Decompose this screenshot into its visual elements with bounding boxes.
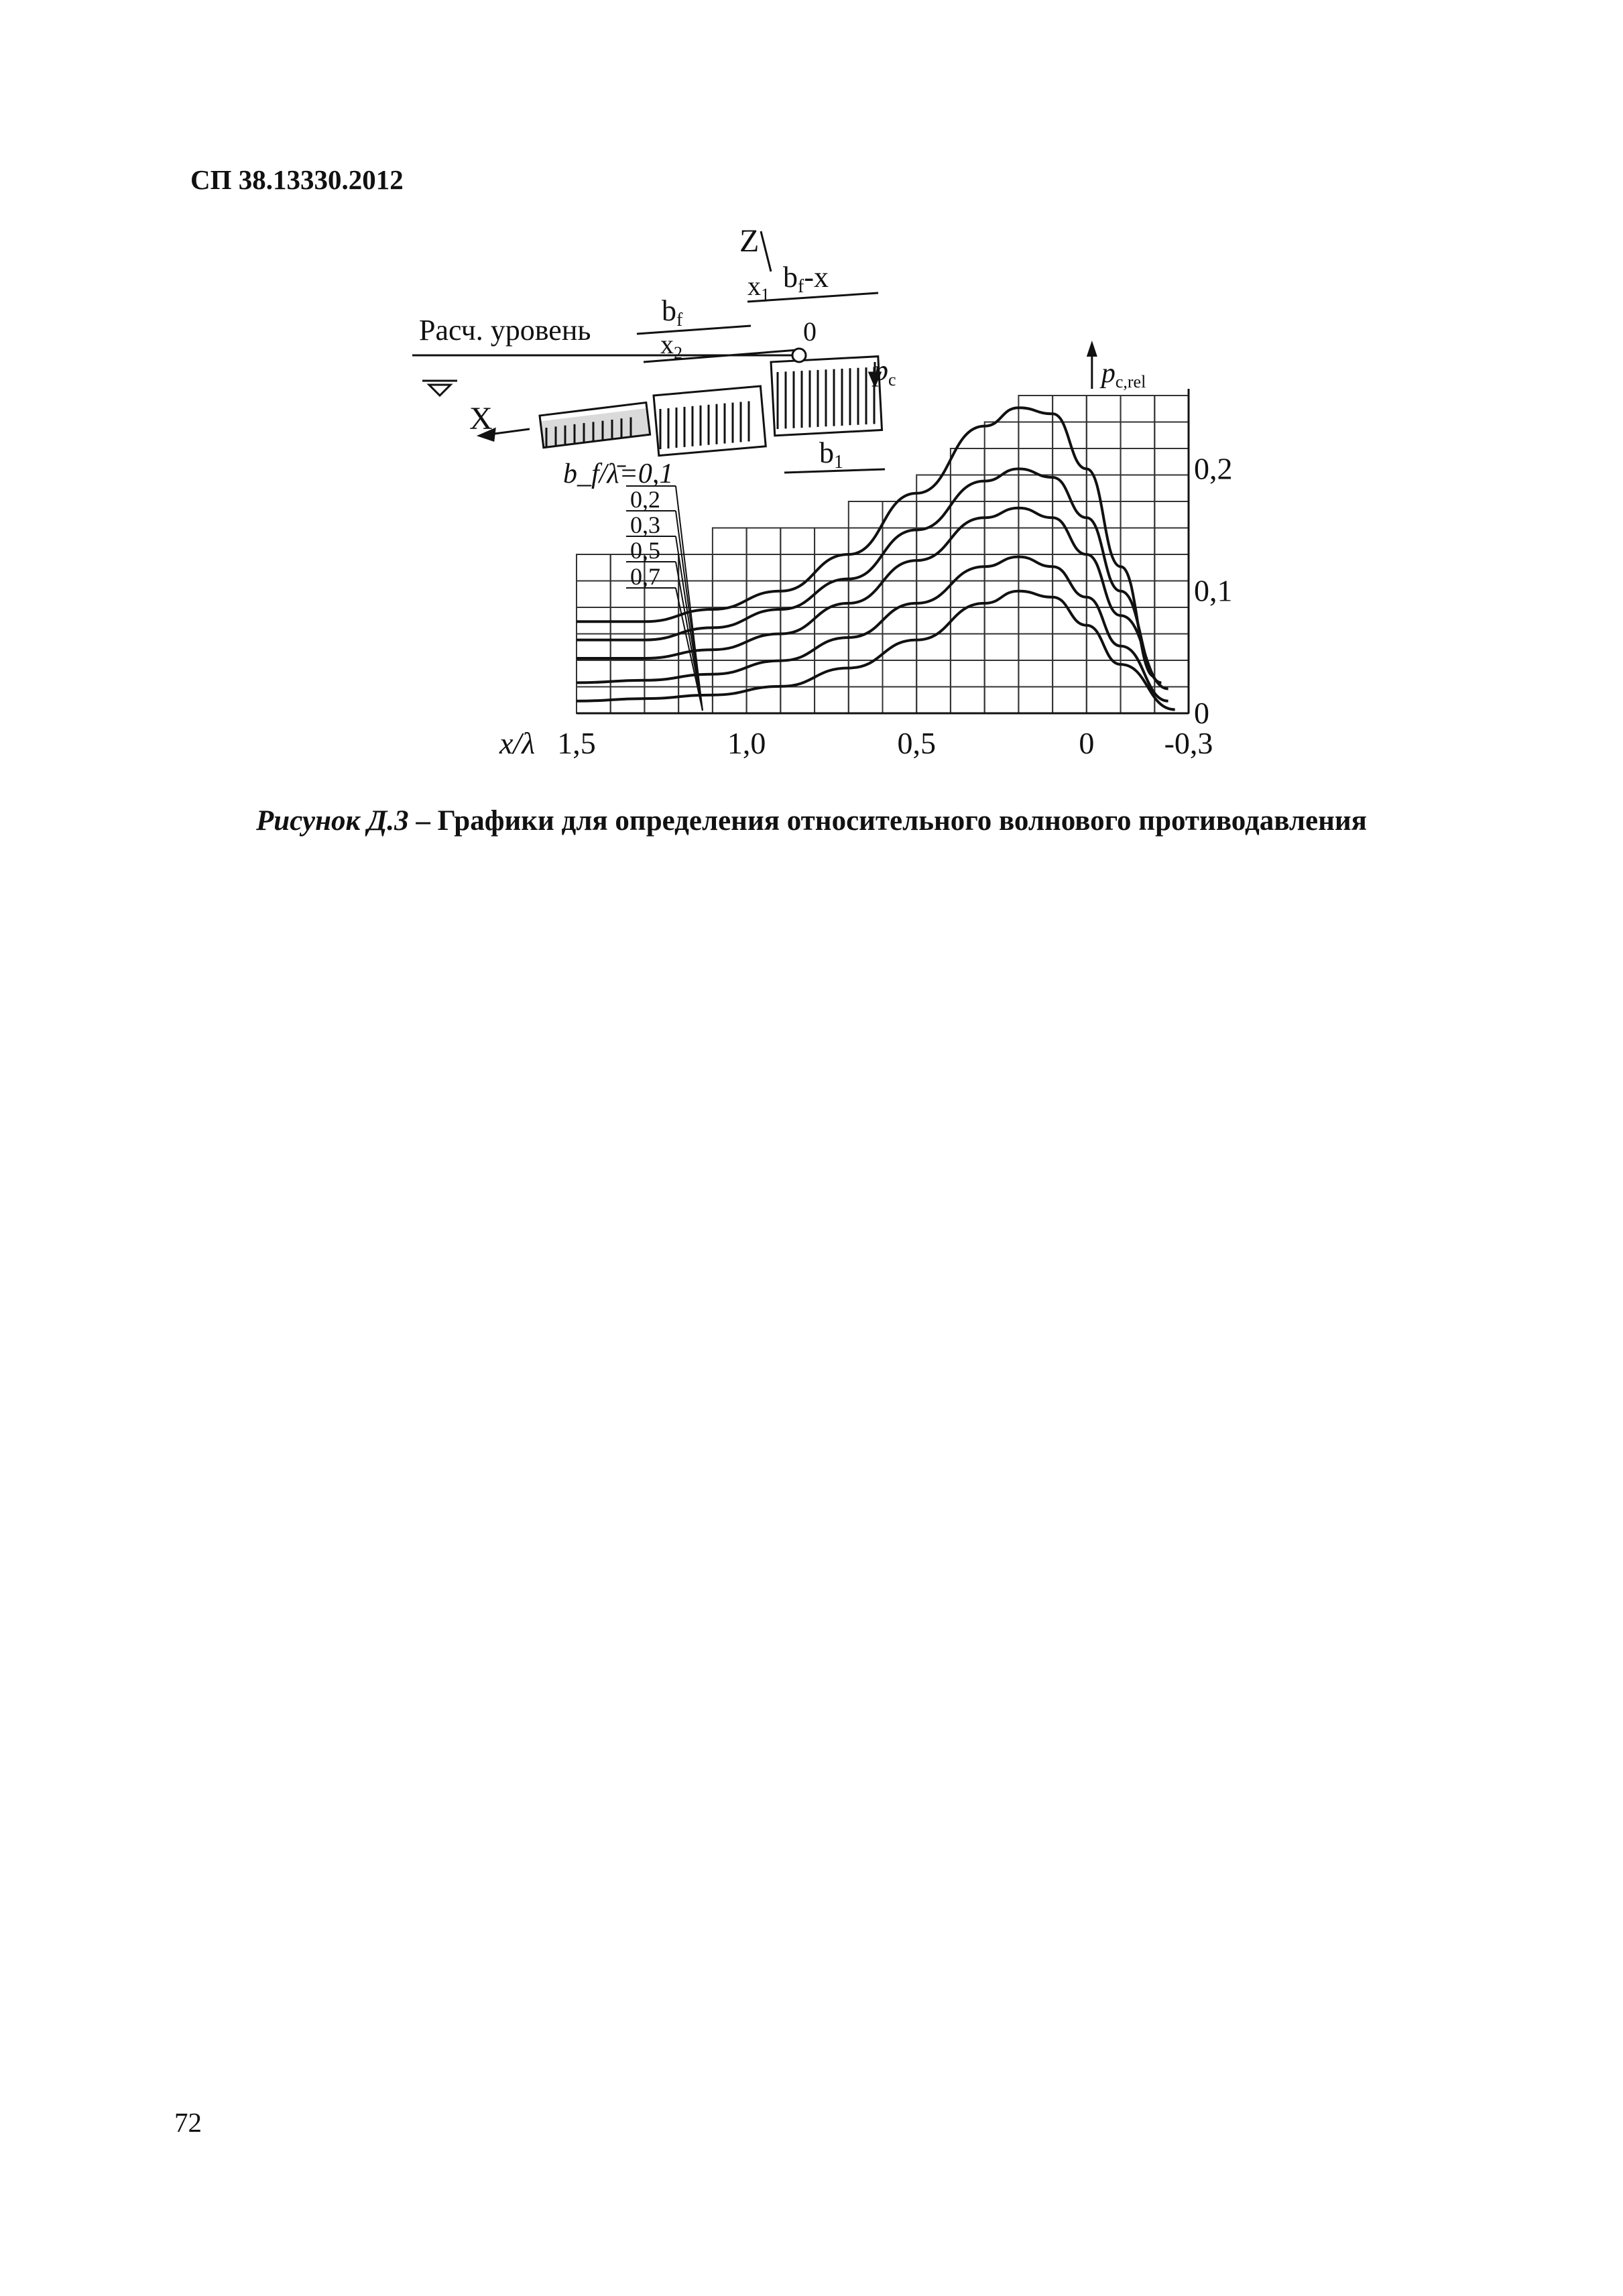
grid-cell [883,660,917,687]
y-tick-label: 0,1 [1194,573,1233,608]
figure-label: Рисунок Д.3 [256,805,409,837]
y-axis-arrow-head [1087,341,1097,357]
grid-cell [1018,660,1053,687]
grid-cell [985,634,1019,661]
grid-cell [883,687,917,714]
grid-cell [577,581,611,608]
grid-cell [1087,396,1121,422]
x-tick-label: 1,0 [727,726,766,760]
dim-b1-label: b1 [819,436,843,473]
grid-cell [1154,475,1189,502]
x-tick-label: 0 [1079,726,1095,760]
grid-cell [951,660,985,687]
grid-cell [1154,422,1189,449]
legend-label-2: 0,2 [630,486,660,513]
grid-cell [1018,501,1053,528]
caption-separator: – [408,805,438,837]
grid-cell [1121,396,1155,422]
grid-cell [1154,501,1189,528]
grid-cell [678,687,713,714]
grid-cell [951,501,985,528]
grid-cell [644,660,678,687]
grid-cell [747,554,781,581]
grid-cell [1121,422,1155,449]
x-tick-label: -0,3 [1164,726,1213,760]
grid-cell [1121,448,1155,475]
grid-cell [713,554,747,581]
grid-cell [985,448,1019,475]
grid-cell [747,528,781,555]
grid-cell [916,634,951,661]
grid-cell [815,687,849,714]
grid-cell [1087,475,1121,502]
dim-bf-minus-x-label: bf-x [783,261,829,297]
x-axis-label: X [469,401,493,436]
grid-cell [1121,554,1155,581]
legend-leader-3 [676,536,703,711]
legend-label-4: 0,5 [630,537,660,564]
grid-cell [916,660,951,687]
caption-text: Графики для определения относительного волнового противодавления [437,805,1367,837]
x-axis-title: x/λ [499,726,536,760]
grid-cell [577,554,611,581]
grid-cell [883,528,917,555]
grid-cell [1018,687,1053,714]
figure-caption [0,804,1623,837]
grid-cell [1154,607,1189,634]
grid-cell [1154,448,1189,475]
grid-cell [1053,396,1087,422]
grid-cell [780,581,815,608]
grid-cell [1121,501,1155,528]
grid-cell [780,634,815,661]
grid-cell [1053,634,1087,661]
grid-cell [916,607,951,634]
grid-cell [985,528,1019,555]
grid-cell [849,554,883,581]
legend-title: b_f/λ̄=0,1 [563,459,674,489]
grid-cell [713,528,747,555]
y-tick-label: 0 [1194,696,1209,730]
grid-cell [1154,554,1189,581]
grid-cell [985,607,1019,634]
page-number: 72 [174,2107,202,2138]
grid-cell [1053,660,1087,687]
y-axis-title-sub: c,rel [1115,372,1146,391]
design-level-label: Расч. уровень [419,314,591,347]
legend-label-3: 0,3 [630,511,660,538]
water-level-triangle [429,385,450,396]
grid-cell [780,687,815,714]
grid-cell [1087,422,1121,449]
grid-cell [815,607,849,634]
origin-point [792,349,806,362]
grid-cell [883,607,917,634]
z-axis-line [761,231,771,271]
grid-cell [644,687,678,714]
grid-cell [1018,607,1053,634]
grid-cell [916,554,951,581]
x-tick-label: 0,5 [897,726,936,760]
legend-label-5: 0,7 [630,563,660,590]
grid-cell [1018,528,1053,555]
grid-cell [780,528,815,555]
grid-cell [985,660,1019,687]
grid-cell [916,687,951,714]
grid-cell [577,634,611,661]
grid-cell [1018,475,1053,502]
x-tick-label: 1,5 [557,726,596,760]
grid-cell [1053,687,1087,714]
grid-cell [1053,448,1087,475]
grid-cell [747,634,781,661]
grid-cell [916,475,951,502]
grid-cell [1087,687,1121,714]
grid-cell [951,607,985,634]
document-code: СП 38.13330.2012 [190,164,404,195]
grid-cell [815,528,849,555]
dim-bf-label: bf [662,294,683,330]
grid-cell [1053,501,1087,528]
grid-cell [849,607,883,634]
grid-cell [1154,396,1189,422]
grid-cell [883,634,917,661]
dim-x2-label: $x_2$ [660,329,682,363]
grid-cell [780,660,815,687]
dim-x1-label: $x_1$ [747,271,770,304]
grid-cell [916,528,951,555]
grid-cell [1154,528,1189,555]
grid-cell [1154,581,1189,608]
grid-cell [1018,422,1053,449]
series-line-5 [577,591,1175,710]
grid-cell [1121,528,1155,555]
origin-label: 0 [803,316,817,347]
grid-cell [1053,528,1087,555]
grid-cell [1018,448,1053,475]
series-line-4 [577,557,1168,701]
grid-cell [951,687,985,714]
pressure-label: pc [874,354,896,389]
grid-cell [1053,581,1087,608]
grid-cell [1154,634,1189,661]
grid-cell [951,634,985,661]
grid-cell [849,687,883,714]
legend-leader-4 [676,562,703,711]
grid-cell [985,687,1019,714]
grid-cell [1121,475,1155,502]
y-axis-title: pc,rel [1101,358,1146,391]
y-tick-label: 0,2 [1194,451,1233,486]
grid-cell [985,475,1019,502]
grid-cell [985,501,1019,528]
grid-cell [1018,634,1053,661]
grid-cell [611,660,645,687]
z-axis-label: Z [739,223,760,259]
grid-cell [849,501,883,528]
grid-cell [611,634,645,661]
